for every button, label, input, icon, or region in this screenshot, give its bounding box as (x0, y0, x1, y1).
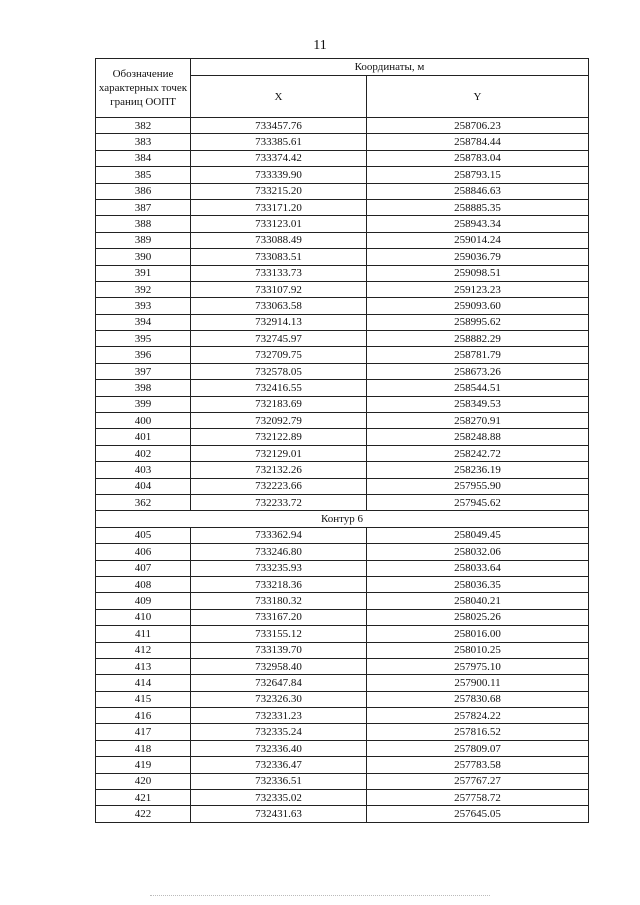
y-cell: 258706.23 (367, 118, 589, 134)
y-cell: 258040.21 (367, 593, 589, 609)
table-row (96, 773, 589, 789)
x-cell: 732233.72 (191, 494, 367, 510)
point-id-cell: 402 (96, 445, 191, 461)
y-cell: 258016.00 (367, 626, 589, 642)
table-row (96, 413, 589, 429)
table-row (96, 478, 589, 494)
point-id-cell: 389 (96, 232, 191, 248)
point-id-cell: 362 (96, 494, 191, 510)
point-id-cell: 395 (96, 331, 191, 347)
table-row (96, 544, 589, 560)
point-id-cell: 421 (96, 790, 191, 806)
point-id-cell: 384 (96, 150, 191, 166)
x-cell: 732122.89 (191, 429, 367, 445)
table-row (96, 331, 589, 347)
footer-mark (150, 895, 490, 899)
table-row (96, 347, 589, 363)
x-cell: 732336.40 (191, 740, 367, 756)
point-id-cell: 388 (96, 216, 191, 232)
x-cell: 732331.23 (191, 708, 367, 724)
coordinates-table (95, 58, 589, 823)
page-number: 11 (313, 38, 327, 53)
point-id-cell: 390 (96, 249, 191, 265)
section-row-group (96, 511, 589, 527)
x-cell: 733171.20 (191, 199, 367, 215)
header-designation: Обозначение характерных точек границ ООПТ (96, 59, 191, 118)
point-id-cell: 385 (96, 167, 191, 183)
point-id-cell: 406 (96, 544, 191, 560)
y-cell: 258673.26 (367, 363, 589, 379)
table-row (96, 658, 589, 674)
table-row (96, 134, 589, 150)
table-row (96, 380, 589, 396)
point-id-cell: 419 (96, 757, 191, 773)
point-id-cell: 400 (96, 413, 191, 429)
table-row (96, 576, 589, 592)
section-label: Контур 6 (96, 511, 589, 527)
table-row (96, 199, 589, 215)
y-cell: 258544.51 (367, 380, 589, 396)
table-row (96, 249, 589, 265)
x-cell: 732336.47 (191, 757, 367, 773)
y-cell: 258943.34 (367, 216, 589, 232)
x-cell: 732745.97 (191, 331, 367, 347)
point-id-cell: 407 (96, 560, 191, 576)
table-row (96, 167, 589, 183)
x-cell: 733139.70 (191, 642, 367, 658)
point-id-cell: 391 (96, 265, 191, 281)
x-cell: 733155.12 (191, 626, 367, 642)
point-id-cell: 387 (96, 199, 191, 215)
point-id-cell: 422 (96, 806, 191, 822)
table-row (96, 232, 589, 248)
table-row (96, 675, 589, 691)
y-cell: 258783.04 (367, 150, 589, 166)
x-cell: 733083.51 (191, 249, 367, 265)
section-row (96, 511, 589, 527)
table-row (96, 494, 589, 510)
table-row (96, 396, 589, 412)
x-cell: 733362.94 (191, 527, 367, 543)
y-cell: 258793.15 (367, 167, 589, 183)
y-cell: 258885.35 (367, 199, 589, 215)
x-cell: 733385.61 (191, 134, 367, 150)
y-cell: 258248.88 (367, 429, 589, 445)
table-row (96, 642, 589, 658)
x-cell: 732335.02 (191, 790, 367, 806)
x-cell: 733180.32 (191, 593, 367, 609)
table-row (96, 429, 589, 445)
x-cell: 733063.58 (191, 298, 367, 314)
point-id-cell: 413 (96, 658, 191, 674)
x-cell: 733133.73 (191, 265, 367, 281)
point-id-cell: 386 (96, 183, 191, 199)
table-row (96, 757, 589, 773)
y-cell: 257830.68 (367, 691, 589, 707)
y-cell: 258025.26 (367, 609, 589, 625)
table-row (96, 363, 589, 379)
point-id-cell: 411 (96, 626, 191, 642)
y-cell: 258882.29 (367, 331, 589, 347)
table-row (96, 527, 589, 543)
point-id-cell: 414 (96, 675, 191, 691)
table-row (96, 150, 589, 166)
x-cell: 732092.79 (191, 413, 367, 429)
point-id-cell: 393 (96, 298, 191, 314)
x-cell: 732709.75 (191, 347, 367, 363)
point-id-cell: 399 (96, 396, 191, 412)
point-id-cell: 396 (96, 347, 191, 363)
x-cell: 733088.49 (191, 232, 367, 248)
table-row (96, 462, 589, 478)
point-id-cell: 408 (96, 576, 191, 592)
table-row (96, 790, 589, 806)
point-id-cell: 392 (96, 281, 191, 297)
point-id-cell: 415 (96, 691, 191, 707)
x-cell: 732958.40 (191, 658, 367, 674)
y-cell: 258349.53 (367, 396, 589, 412)
y-cell: 257955.90 (367, 478, 589, 494)
point-id-cell: 412 (96, 642, 191, 658)
y-cell: 259036.79 (367, 249, 589, 265)
x-cell: 732129.01 (191, 445, 367, 461)
table-row (96, 216, 589, 232)
x-cell: 733457.76 (191, 118, 367, 134)
point-id-cell: 417 (96, 724, 191, 740)
y-cell: 257783.58 (367, 757, 589, 773)
point-id-cell: 383 (96, 134, 191, 150)
y-cell: 258032.06 (367, 544, 589, 560)
header-x: X (191, 76, 367, 118)
table-row (96, 314, 589, 330)
y-cell: 258010.25 (367, 642, 589, 658)
y-cell: 258995.62 (367, 314, 589, 330)
table-row (96, 691, 589, 707)
y-cell: 257758.72 (367, 790, 589, 806)
y-cell: 257645.05 (367, 806, 589, 822)
point-id-cell: 404 (96, 478, 191, 494)
point-id-cell: 420 (96, 773, 191, 789)
y-cell: 258270.91 (367, 413, 589, 429)
table-row (96, 626, 589, 642)
x-cell: 733218.36 (191, 576, 367, 592)
x-cell: 732223.66 (191, 478, 367, 494)
x-cell: 733107.92 (191, 281, 367, 297)
x-cell: 733374.42 (191, 150, 367, 166)
x-cell: 733123.01 (191, 216, 367, 232)
table-row (96, 593, 589, 609)
y-cell: 257816.52 (367, 724, 589, 740)
table-row (96, 740, 589, 756)
y-cell: 258033.64 (367, 560, 589, 576)
y-cell: 259098.51 (367, 265, 589, 281)
x-cell: 733167.20 (191, 609, 367, 625)
table-body-part1 (96, 118, 589, 511)
point-id-cell: 405 (96, 527, 191, 543)
x-cell: 733215.20 (191, 183, 367, 199)
point-id-cell: 418 (96, 740, 191, 756)
y-cell: 259014.24 (367, 232, 589, 248)
x-cell: 732183.69 (191, 396, 367, 412)
y-cell: 257975.10 (367, 658, 589, 674)
point-id-cell: 401 (96, 429, 191, 445)
x-cell: 733246.80 (191, 544, 367, 560)
y-cell: 257767.27 (367, 773, 589, 789)
y-cell: 258242.72 (367, 445, 589, 461)
x-cell: 732336.51 (191, 773, 367, 789)
header-y: Y (367, 76, 589, 118)
point-id-cell: 416 (96, 708, 191, 724)
point-id-cell: 394 (96, 314, 191, 330)
table-row (96, 445, 589, 461)
x-cell: 732335.24 (191, 724, 367, 740)
y-cell: 258846.63 (367, 183, 589, 199)
table-row (96, 806, 589, 822)
table-row (96, 183, 589, 199)
x-cell: 732431.63 (191, 806, 367, 822)
table-row (96, 118, 589, 134)
point-id-cell: 398 (96, 380, 191, 396)
y-cell: 257900.11 (367, 675, 589, 691)
x-cell: 732578.05 (191, 363, 367, 379)
x-cell: 732132.26 (191, 462, 367, 478)
table-row (96, 609, 589, 625)
y-cell: 258049.45 (367, 527, 589, 543)
table-row (96, 708, 589, 724)
y-cell: 258036.35 (367, 576, 589, 592)
x-cell: 733339.90 (191, 167, 367, 183)
x-cell: 732647.84 (191, 675, 367, 691)
point-id-cell: 409 (96, 593, 191, 609)
y-cell: 257824.22 (367, 708, 589, 724)
table-row (96, 724, 589, 740)
point-id-cell: 397 (96, 363, 191, 379)
x-cell: 733235.93 (191, 560, 367, 576)
point-id-cell: 403 (96, 462, 191, 478)
table-row (96, 281, 589, 297)
x-cell: 732416.55 (191, 380, 367, 396)
point-id-cell: 410 (96, 609, 191, 625)
x-cell: 732326.30 (191, 691, 367, 707)
table-row (96, 265, 589, 281)
header-coordinates: Координаты, м (191, 59, 589, 76)
table-row (96, 560, 589, 576)
y-cell: 258784.44 (367, 134, 589, 150)
table-body-part2 (96, 527, 589, 822)
table-row (96, 298, 589, 314)
x-cell: 732914.13 (191, 314, 367, 330)
y-cell: 258781.79 (367, 347, 589, 363)
y-cell: 257945.62 (367, 494, 589, 510)
y-cell: 257809.07 (367, 740, 589, 756)
y-cell: 258236.19 (367, 462, 589, 478)
y-cell: 259123.23 (367, 281, 589, 297)
y-cell: 259093.60 (367, 298, 589, 314)
point-id-cell: 382 (96, 118, 191, 134)
